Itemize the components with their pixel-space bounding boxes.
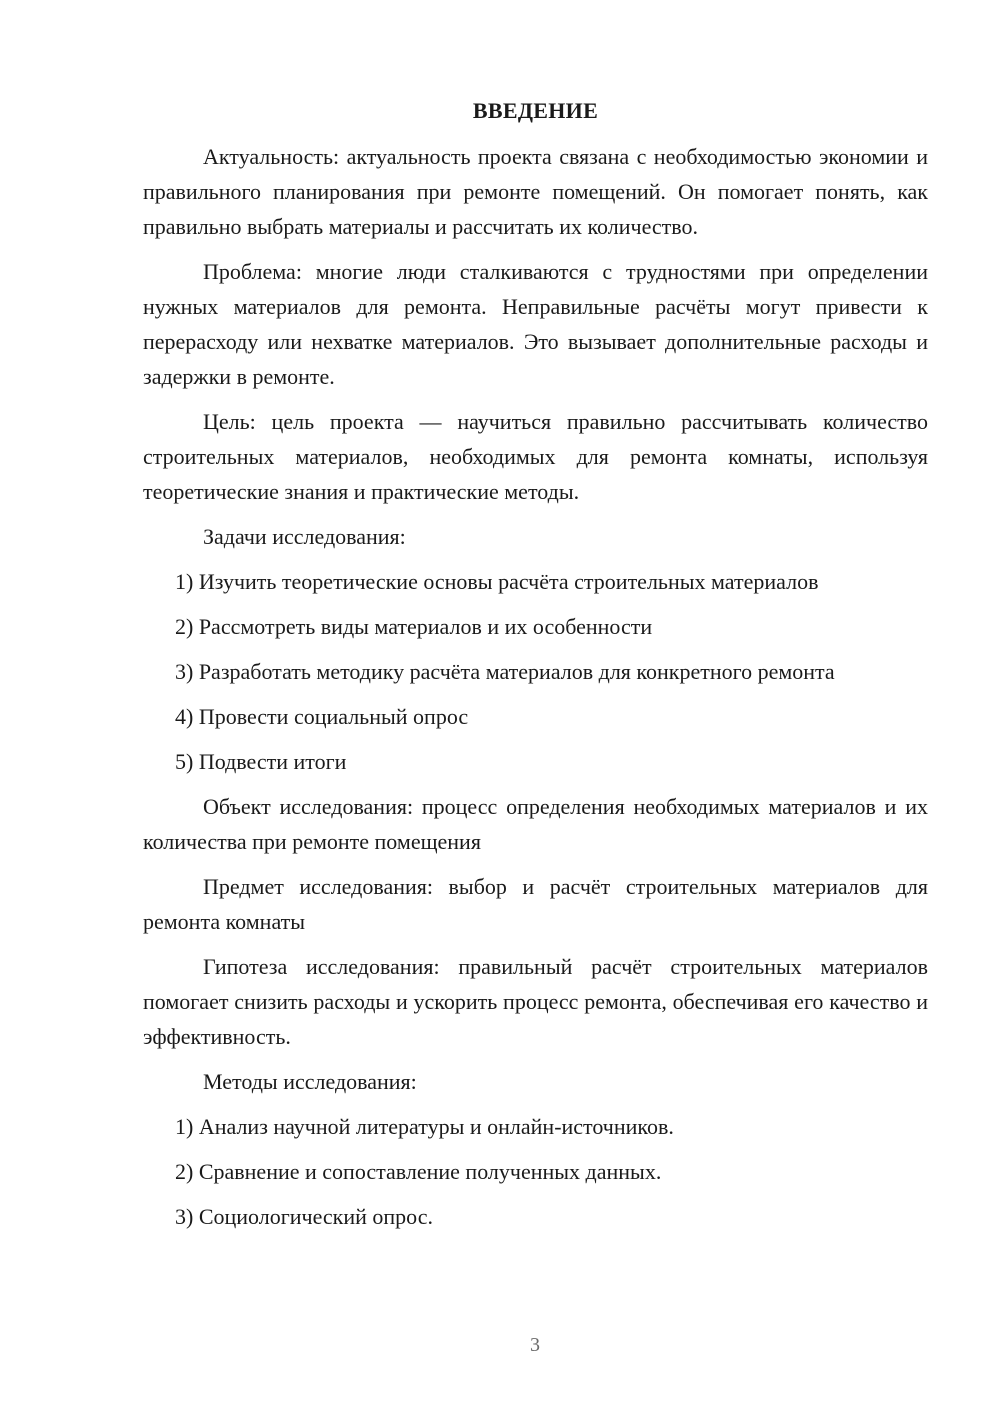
task-item: 1) Изучить теоретические основы расчёта строительных материалов	[175, 569, 819, 594]
task-item: 2) Рассмотреть виды материалов и их особенности	[175, 614, 653, 639]
tasks-heading: Задачи исследования:	[203, 524, 406, 549]
method-item: 3) Социологический опрос.	[175, 1204, 433, 1229]
method-item: 1) Анализ научной литературы и онлайн-источников.	[175, 1114, 674, 1139]
task-item: 5) Подвести итоги	[175, 749, 347, 774]
page-number: 3	[530, 1334, 540, 1356]
goal-paragraph: Цель: цель проекта — научиться правильно рассчитывать количество строительных материалов, необходимых для ремонта комнаты, используя теоретические знания и практические методы.	[143, 409, 928, 504]
task-item: 3) Разработать методику расчёта материалов для конкретного ремонта	[175, 659, 835, 684]
relevance-paragraph: Актуальность: актуальность проекта связана с необходимостью экономии и правильного планирования при ремонте помещений. Он помогает понять, как правильно выбрать материалы и рассчитать их количество.	[143, 144, 928, 239]
page-title: ВВЕДЕНИЕ	[472, 98, 599, 123]
methods-heading: Методы исследования:	[203, 1069, 417, 1094]
hypothesis-paragraph: Гипотеза исследования: правильный расчёт строительных материалов помогает снизить расходы и ускорить процесс ремонта, обеспечивая его качество и эффективность.	[143, 954, 928, 1049]
object-paragraph: Объект исследования: процесс определения необходимых материалов и их количества при ремонте помещения	[143, 794, 928, 854]
problem-paragraph: Проблема: многие люди сталкиваются с трудностями при определении нужных материалов для ремонта. Неправильные расчёты могут привести к перерасходу или нехватке материалов. Это вызывает дополнительные расходы и задержки в ремонте.	[143, 259, 928, 389]
method-item: 2) Сравнение и сопоставление полученных данных.	[175, 1159, 662, 1184]
task-item: 4) Провести социальный опрос	[175, 704, 469, 729]
page-content	[143, 97, 928, 1244]
subject-paragraph: Предмет исследования: выбор и расчёт строительных материалов для ремонта комнаты	[143, 874, 928, 934]
